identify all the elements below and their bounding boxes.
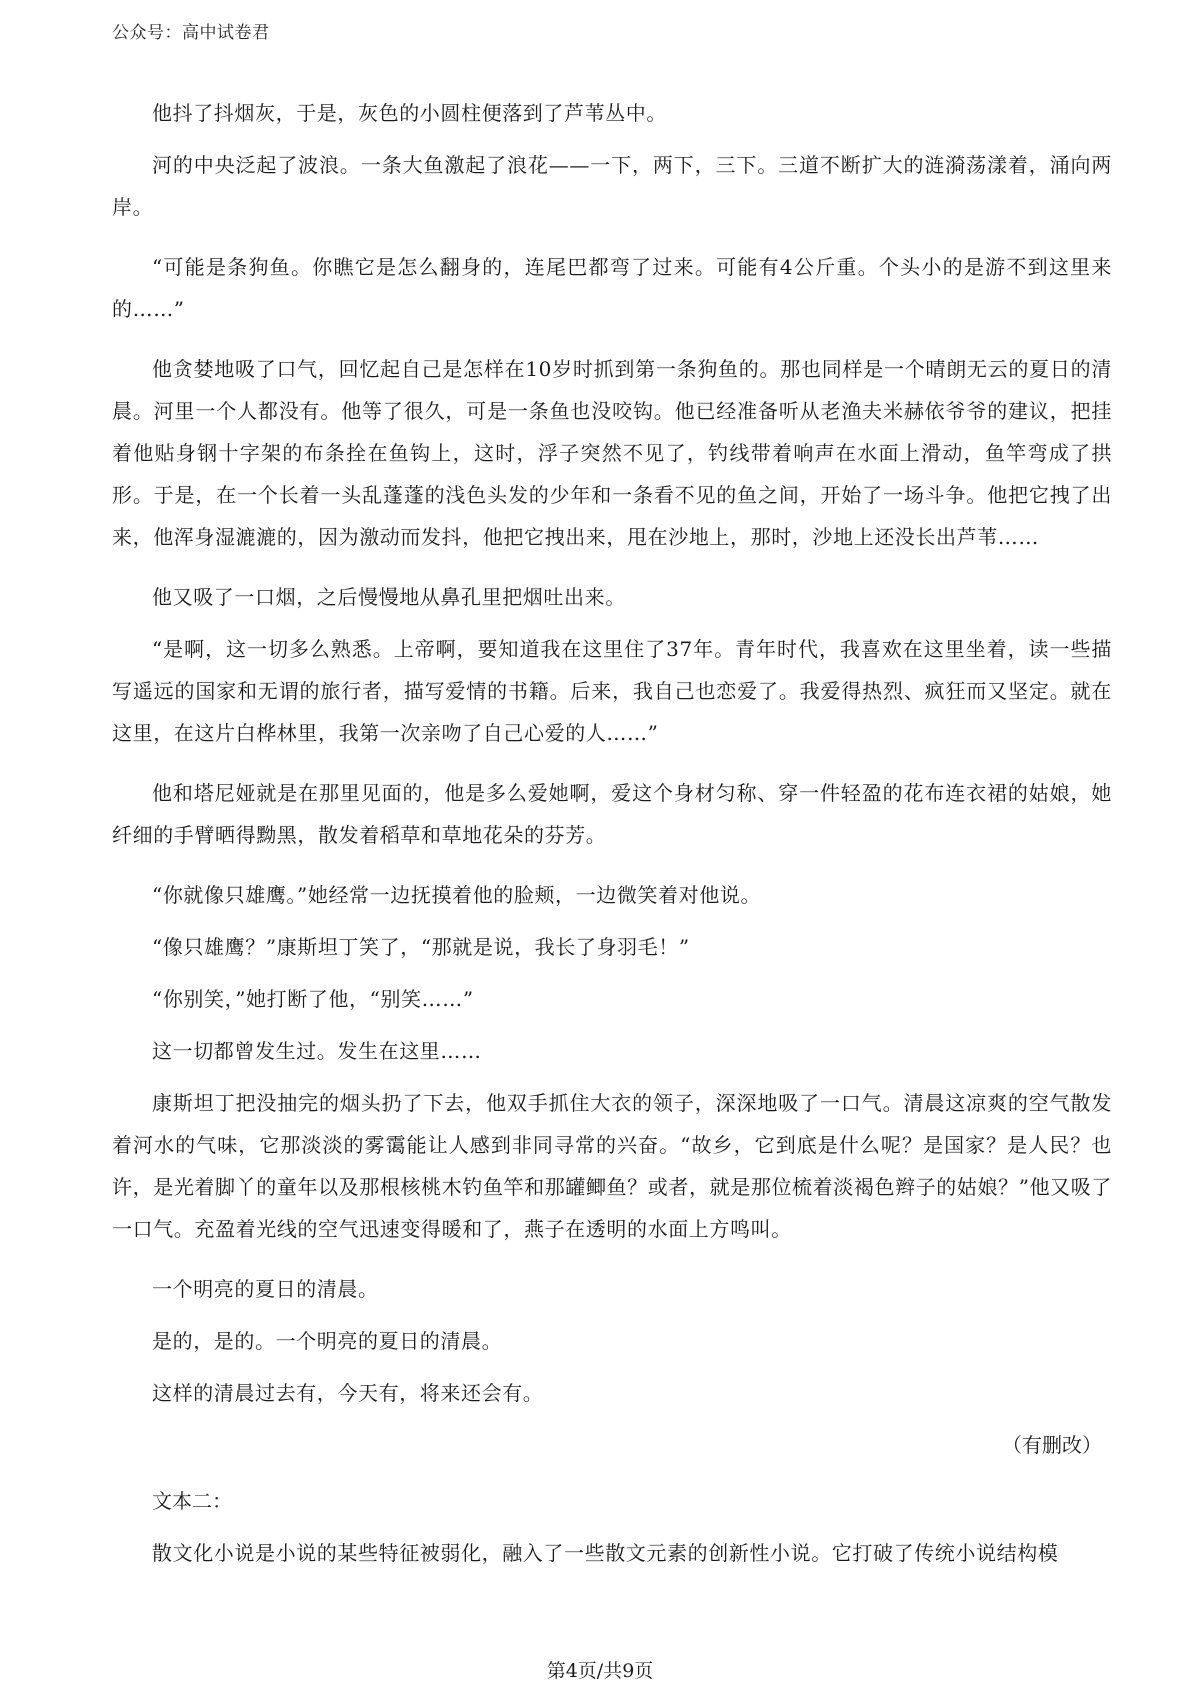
paragraph-14: 是的，是的。一个明亮的夏日的清晨。	[152, 1329, 503, 1353]
paragraph-11: 这一切都曾发生过。发生在这里……	[152, 1039, 482, 1063]
paragraph-8: “你就像只雄鹰。”她经常一边抚摸着他的脸颊，一边微笑着对他说。	[152, 883, 762, 907]
paragraph-5: 他又吸了一口烟，之后慢慢地从鼻孔里把烟吐出来。	[152, 585, 626, 609]
paragraph-1: 他抖了抖烟灰，于是，灰色的小圆柱便落到了芦苇丛中。	[152, 101, 667, 125]
paragraph-13: 一个明亮的夏日的清晨。	[152, 1277, 379, 1301]
page-number: 第4页/共9页	[546, 1660, 654, 1682]
section-two-paragraph-1: 散文化小说是小说的某些特征被弱化，融入了一些散文元素的创新性小说。它打破了传统小说结构模	[152, 1541, 1059, 1565]
paragraph-2: 河的中央泛起了波浪。一条大鱼激起了浪花——一下，两下，三下。三道不断扩大的涟漪荡漾着，涌向两岸。	[112, 153, 1112, 219]
source-note: （有删改）	[1002, 1433, 1102, 1457]
document-body	[112, 92, 1112, 1592]
watermark-header: 公众号：高中试卷君	[112, 23, 270, 43]
paragraph-15: 这样的清晨过去有，今天有，将来还会有。	[152, 1381, 544, 1405]
paragraph-4: 他贪婪地吸了口气，回忆起自己是怎样在10岁时抓到第一条狗鱼的。那也同样是一个晴朗无云的夏日的清晨。河里一个人都没有。他等了很久，可是一条鱼也没咬钩。他已经准备听从老渔夫米赫依爷爷的建议，把挂着他贴身钢十字架的布条拴在鱼钩上，这时，浮子突然不见了，钓线带着响声在水面上滑动，鱼竿弯成了拱形。于是，在一个长着一头乱蓬蓬的浅色头发的少年和一条看不见的鱼之间，开始了一场斗争。他把它拽了出来，他浑身湿漉漉的，因为激动而发抖，他把它拽出来，甩在沙地上，那时，沙地上还没长出芦苇……	[112, 357, 1112, 549]
paragraph-7: 他和塔尼娅就是在那里见面的，他是多么爱她啊，爱这个身材匀称、穿一件轻盈的花布连衣裙的姑娘，她纤细的手臂晒得黝黑，散发着稻草和草地花朵的芬芳。	[112, 781, 1112, 847]
paragraph-9: “像只雄鹰？”康斯坦丁笑了，“那就是说，我长了身羽毛！”	[152, 935, 690, 959]
paragraph-10: “你别笑，”她打断了他，“别笑……”	[152, 987, 474, 1011]
section-two-label: 文本二：	[152, 1489, 232, 1513]
paragraph-12: 康斯坦丁把没抽完的烟头扔了下去，他双手抓住大衣的领子，深深地吸了一口气。清晨这凉爽的空气散发着河水的气味，它那淡淡的雾霭能让人感到非同寻常的兴奋。“故乡，它到底是什么呢？是国家？是人民？也许，是光着脚丫的童年以及那根核桃木钓鱼竿和那罐鲫鱼？或者，就是那位梳着淡褐色辫子的姑娘？”他又吸了一口气。充盈着光线的空气迅速变得暖和了，燕子在透明的水面上方鸣叫。	[112, 1091, 1112, 1241]
paragraph-3: “可能是条狗鱼。你瞧它是怎么翻身的，连尾巴都弯了过来。可能有4公斤重。个头小的是游不到这里来的……”	[112, 255, 1112, 321]
paragraph-6: “是啊，这一切多么熟悉。上帝啊，要知道我在这里住了37年。青年时代，我喜欢在这里坐着，读一些描写遥远的国家和无谓的旅行者，描写爱情的书籍。后来，我自己也恋爱了。我爱得热烈、疯狂而又坚定。就在这里，在这片白桦林里，我第一次亲吻了自己心爱的人……”	[112, 637, 1112, 745]
